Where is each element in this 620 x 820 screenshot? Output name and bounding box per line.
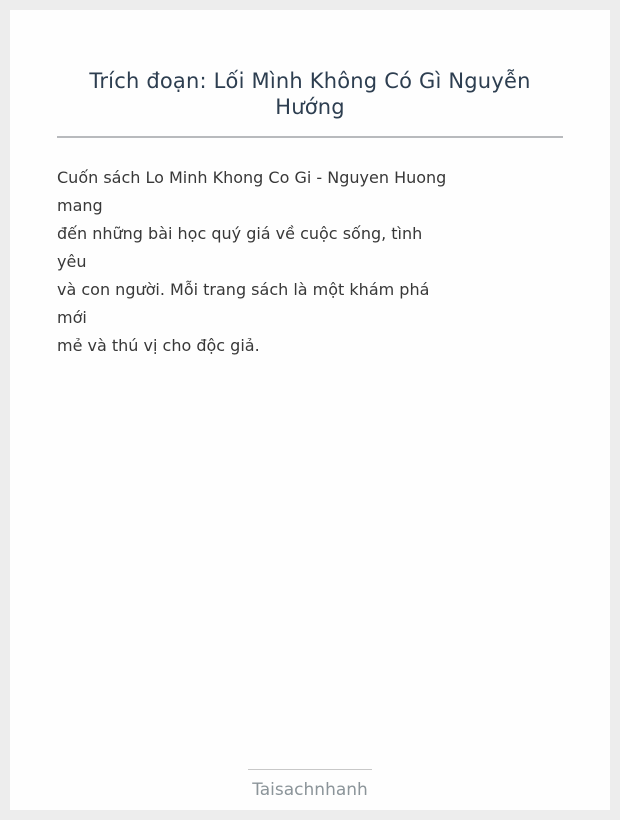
title-divider bbox=[57, 136, 563, 138]
excerpt-line-5: và con người. Mỗi trang sách là một khám phá bbox=[57, 280, 430, 299]
content-area bbox=[10, 68, 610, 360]
page-title: Trích đoạn: Lối Mình Không Có Gì Nguyễn Hướng bbox=[89, 69, 531, 119]
page-card bbox=[10, 10, 610, 810]
excerpt-line-2: mang bbox=[57, 196, 103, 215]
footer-brand: Taisachnhanh bbox=[248, 769, 372, 800]
excerpt-text bbox=[57, 164, 563, 360]
footer bbox=[10, 769, 610, 800]
excerpt-line-4: yêu bbox=[57, 252, 87, 271]
excerpt-line-3: đến những bài học quý giá về cuộc sống, tình bbox=[57, 224, 423, 243]
excerpt-line-1: Cuốn sách Lo Minh Khong Co Gi - Nguyen Huong bbox=[57, 168, 447, 187]
excerpt-line-7: mẻ và thú vị cho độc giả. bbox=[57, 336, 260, 355]
excerpt-line-6: mới bbox=[57, 308, 87, 327]
